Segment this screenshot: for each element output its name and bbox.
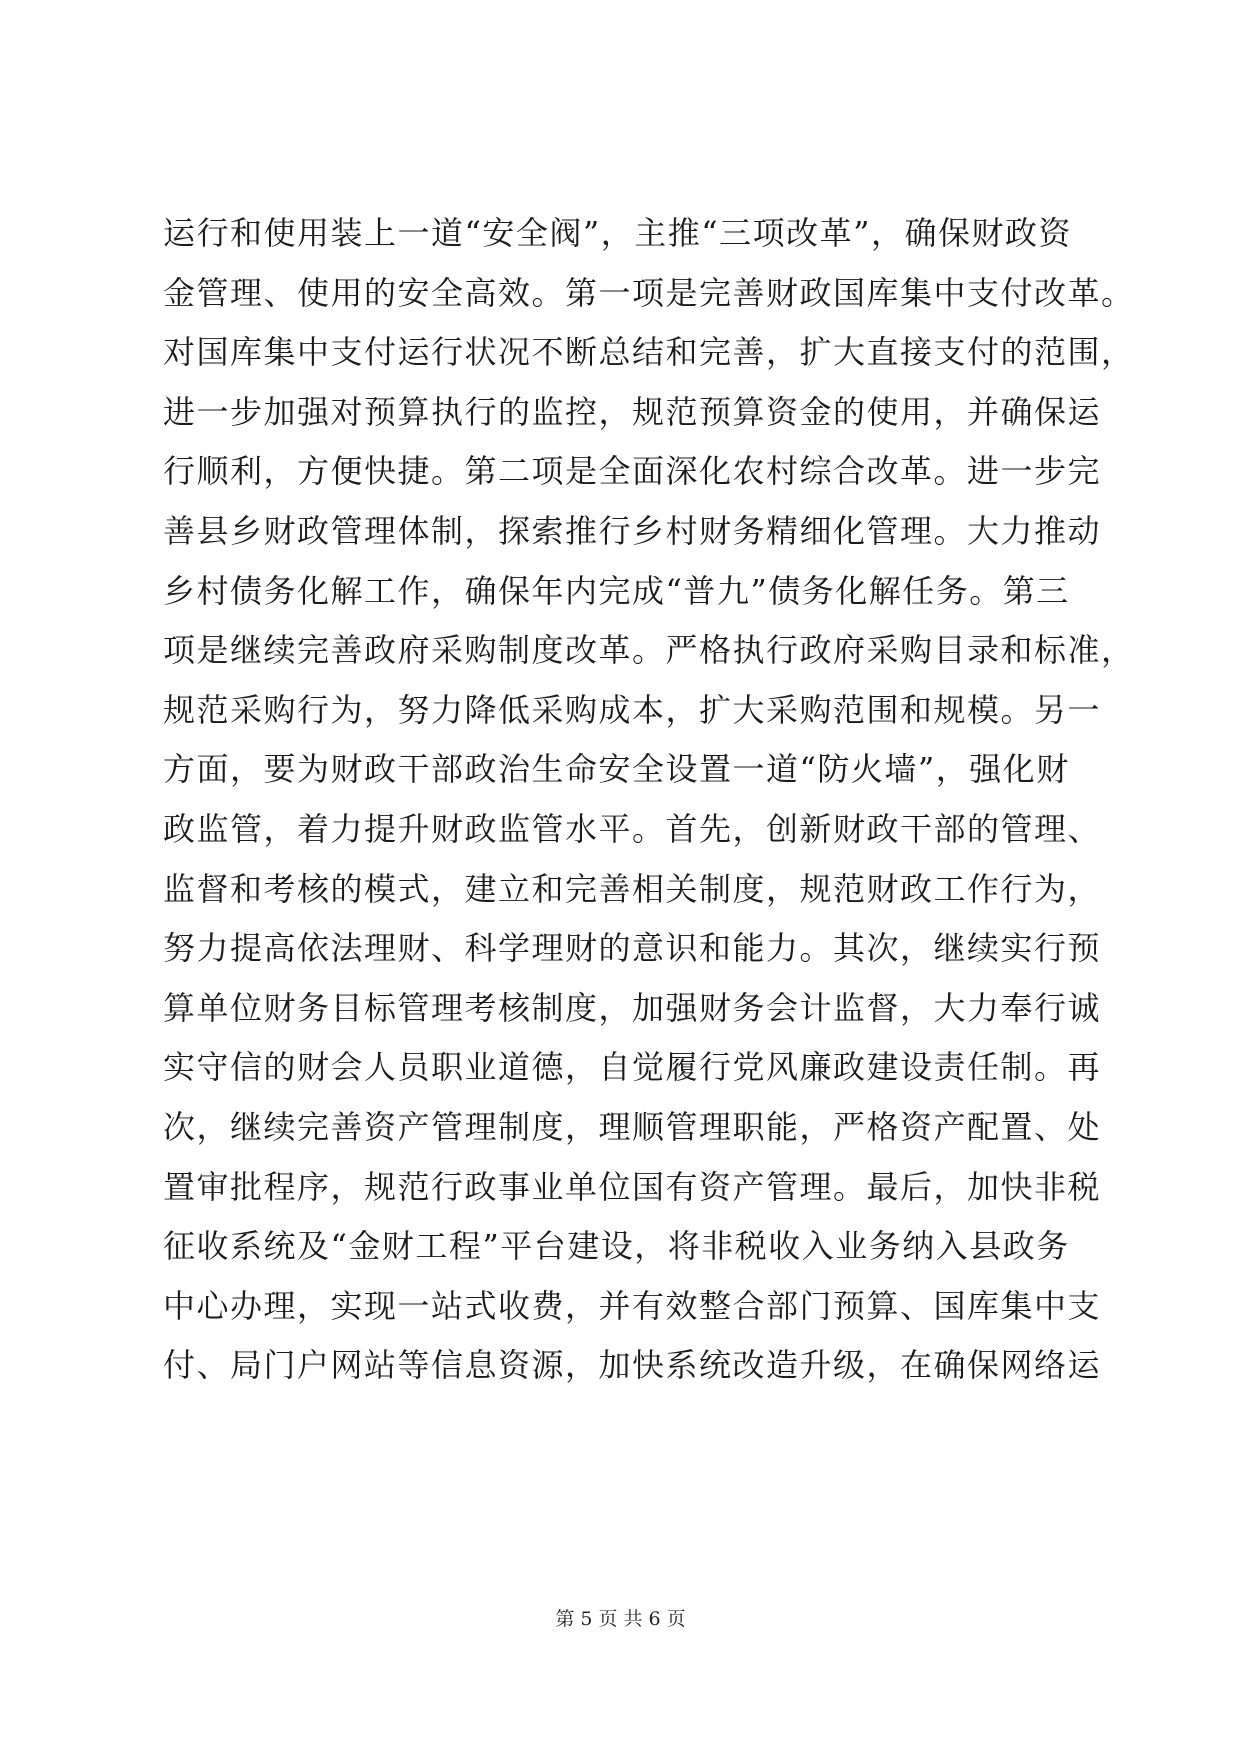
text-line: 进一步加强对预算执行的监控，规范预算资金的使用，并确保运 xyxy=(163,392,1102,431)
text-line: 征收系统及“金财工程”平台建设，将非税收入业务纳入县政务 xyxy=(163,1227,1070,1266)
text-line: 对国库集中支付运行状况不断总结和完善，扩大直接支付的范围， xyxy=(163,333,1135,372)
text-line: 付、局门户网站等信息资源，加快系统改造升级，在确保网络运 xyxy=(163,1346,1102,1385)
text-line: 实守信的财会人员职业道德，自觉履行党风廉政建设责任制。再 xyxy=(163,1048,1102,1087)
text-line: 监督和考核的模式，建立和完善相关制度，规范财政工作行为， xyxy=(163,869,1102,908)
text-line: 行顺利，方便快捷。第二项是全面深化农村综合改革。进一步完 xyxy=(163,452,1102,491)
page-number: 第 5 页 共 6 页 xyxy=(555,1608,686,1630)
text-line: 置审批程序，规范行政事业单位国有资产管理。最后，加快非税 xyxy=(163,1167,1102,1206)
text-line: 善县乡财政管理体制，探索推行乡村财务精细化管理。大力推动 xyxy=(163,511,1102,550)
text-line: 次，继续完善资产管理制度，理顺管理职能，严格资产配置、处 xyxy=(163,1107,1102,1146)
text-line: 方面，要为财政干部政治生命安全设置一道“防火墙”，强化财 xyxy=(163,750,1070,789)
text-line: 中心办理，实现一站式收费，并有效整合部门预算、国库集中支 xyxy=(163,1286,1102,1325)
text-line: 规范采购行为，努力降低采购成本，扩大采购范围和规模。另一 xyxy=(163,690,1102,729)
text-line: 乡村债务化解工作，确保年内完成“普九”债务化解任务。第三 xyxy=(163,571,1070,610)
text-line: 算单位财务目标管理考核制度，加强财务会计监督，大力奉行诚 xyxy=(163,988,1102,1027)
text-line: 努力提高依法理财、科学理财的意识和能力。其次，继续实行预 xyxy=(163,929,1102,968)
text-line: 运行和使用装上一道“安全阀”，主推“三项改革”，确保财政资 xyxy=(163,214,1072,252)
text-line: 项是继续完善政府采购制度改革。严格执行政府采购目录和标准， xyxy=(163,631,1135,670)
text-line: 政监管，着力提升财政监管水平。首先，创新财政干部的管理、 xyxy=(163,809,1102,848)
body-text xyxy=(163,204,1135,1396)
text-line: 金管理、使用的安全高效。第一项是完善财政国库集中支付改革。 xyxy=(163,273,1135,312)
